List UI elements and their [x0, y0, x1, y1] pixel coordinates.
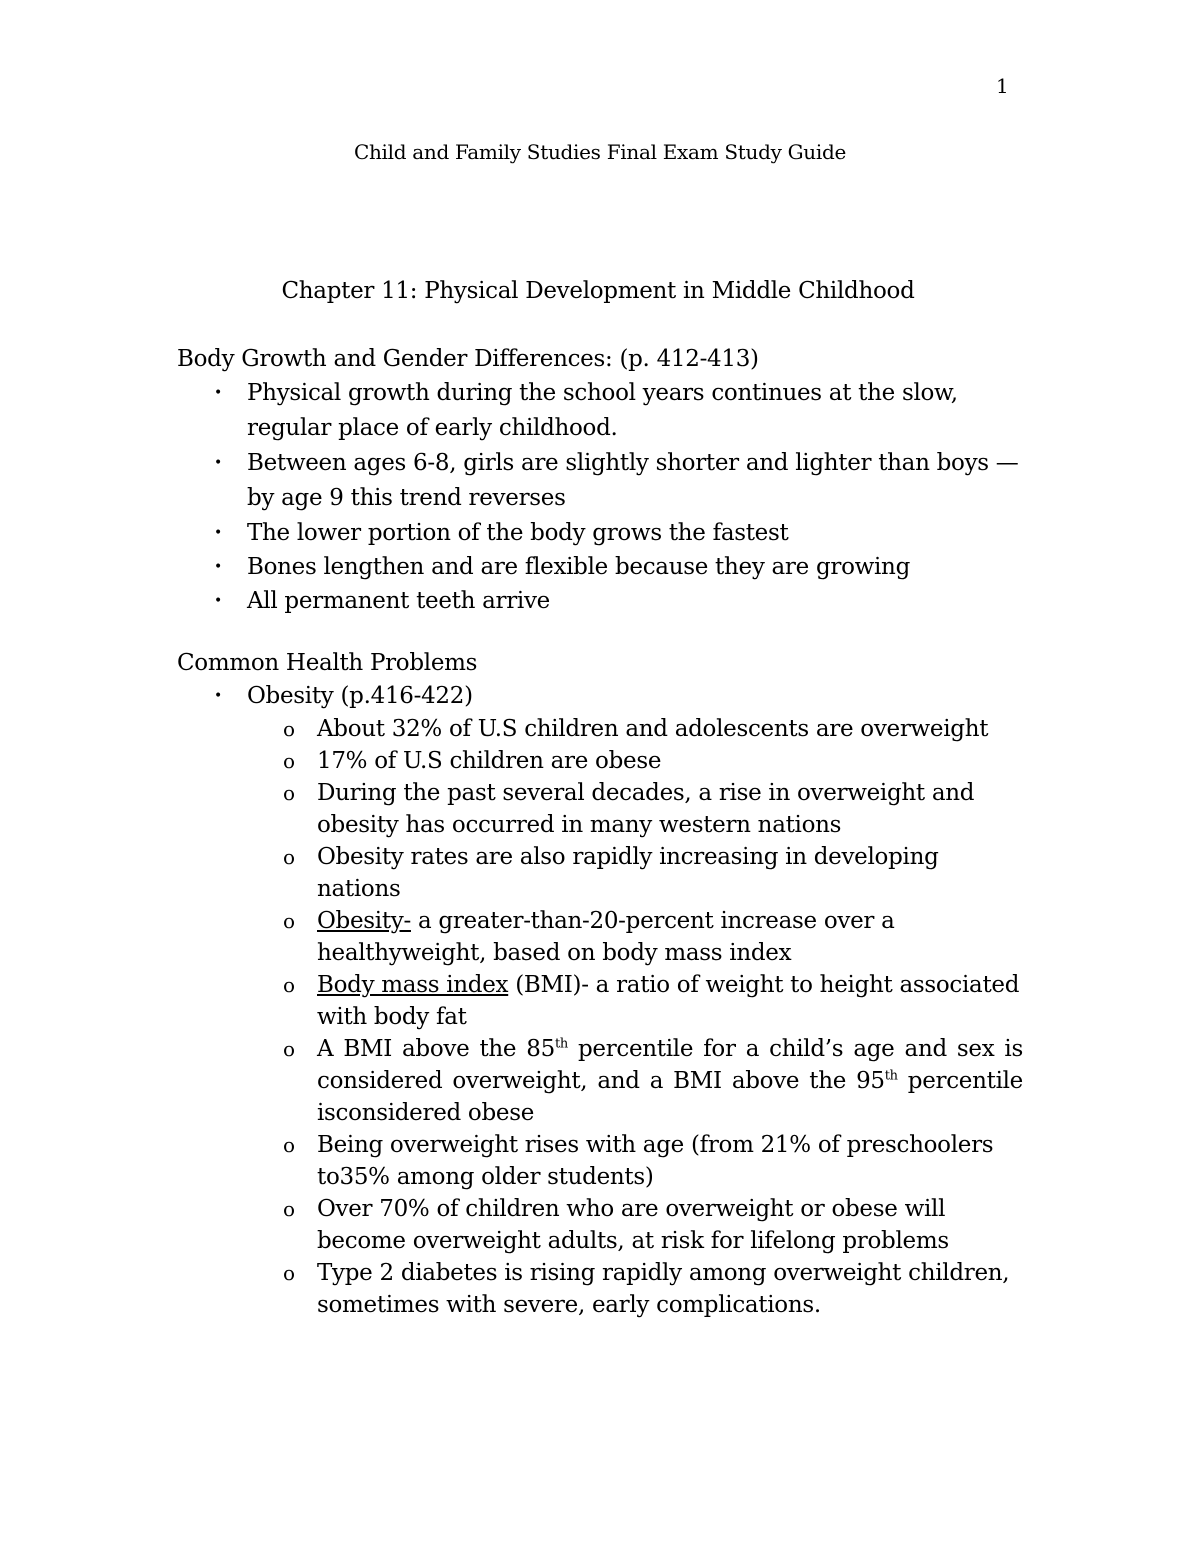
list-item: [177, 516, 1037, 550]
sub-item-text: Obesity rates are also rapidly increasing in developing nations: [317, 844, 939, 902]
bmi-text-b: percentile for a child’s age and sex is considered overweight, and a BMI above the 95: [317, 1036, 1023, 1094]
list-item: [177, 680, 1037, 1321]
list-item: [177, 446, 1037, 516]
section-heading: Common Health Problems: [177, 650, 478, 676]
sub-marker: o: [283, 1261, 295, 1285]
bullet-marker: •: [214, 593, 222, 609]
superscript-th: th: [884, 1068, 898, 1084]
bmi-text-a: A BMI above the 85: [317, 1036, 555, 1062]
list-item-text: Physical growth during the school years continues at the slow, regular place of early childhood.: [247, 380, 958, 441]
sub-item-text: 17% of U.S children are obese: [317, 748, 662, 774]
page-number: 1: [996, 74, 1009, 98]
sub-item: [177, 745, 1023, 777]
sub-item: [177, 1129, 1023, 1193]
sub-item: [177, 969, 1023, 1033]
definition-text: (BMI)- a ratio of weight to height associated with body fat: [317, 972, 1020, 1030]
sub-item-text: Type 2 diabetes is rising rapidly among overweight children, sometimes with severe, early complications.: [317, 1260, 1010, 1318]
sub-marker: o: [283, 909, 295, 933]
bullet-marker: •: [214, 455, 222, 471]
list-item-text: Between ages 6-8, girls are slightly shorter and lighter than boys —by age 9 this trend reverses: [247, 450, 1019, 511]
sub-item: [177, 777, 1023, 841]
bullet-list: [177, 376, 1037, 618]
sub-item: [177, 713, 1023, 745]
sub-item-text: Over 70% of children who are overweight or obese will become overweight adults, at risk for lifelong problems: [317, 1196, 949, 1254]
sub-marker: o: [283, 845, 295, 869]
list-item: [177, 584, 1037, 618]
definition-text: a greater-than-20-percent increase over a healthyweight, based on body mass index: [317, 908, 895, 966]
list-item: [177, 376, 1037, 446]
bmi-text-c: percentile isconsidered obese: [317, 1068, 1023, 1126]
sub-marker: o: [283, 749, 295, 773]
list-item-text: Bones lengthen and are flexible because they are growing: [247, 554, 910, 580]
list-item-text: The lower portion of the body grows the fastest: [247, 520, 789, 546]
superscript-th: th: [554, 1036, 568, 1052]
section-health-problems: [177, 647, 1037, 1321]
sub-item: [177, 1033, 1023, 1129]
section-body-growth: [177, 343, 1037, 618]
sub-item: [177, 905, 1023, 969]
bullet-marker: •: [214, 385, 222, 401]
list-item-text: All permanent teeth arrive: [247, 588, 550, 614]
sub-marker: o: [283, 1037, 295, 1061]
bullet-marker: •: [214, 525, 222, 541]
sub-item-text: During the past several decades, a rise in overweight and obesity has occurred in many western nations: [317, 780, 975, 838]
list-item-text: Obesity (p.416-422): [247, 683, 473, 709]
sub-item: [177, 1193, 1023, 1257]
sub-item: [177, 841, 1023, 905]
list-item: [177, 550, 1037, 584]
sub-marker: o: [283, 1197, 295, 1221]
document-title: Child and Family Studies Final Exam Study Guide: [353, 140, 847, 164]
sub-item-text: Being overweight rises with age (from 21% of preschoolers to35% among older students): [317, 1132, 994, 1190]
bullet-list: [177, 680, 1037, 1321]
chapter-title: Chapter 11: Physical Development in Middle Childhood: [281, 278, 915, 304]
term-bmi: Body mass index: [317, 972, 509, 998]
sub-list: [247, 713, 1037, 1321]
sub-marker: o: [283, 781, 295, 805]
term-obesity: Obesity-: [317, 908, 411, 934]
bullet-marker: •: [214, 559, 222, 575]
sub-item-text: About 32% of U.S children and adolescents are overweight: [317, 716, 989, 742]
sub-item: [177, 1257, 1023, 1321]
bullet-marker: •: [214, 688, 222, 704]
section-heading: Body Growth and Gender Differences: (p. 412-413): [177, 346, 759, 372]
sub-marker: o: [283, 1133, 295, 1157]
sub-marker: o: [283, 973, 295, 997]
sub-marker: o: [283, 717, 295, 741]
